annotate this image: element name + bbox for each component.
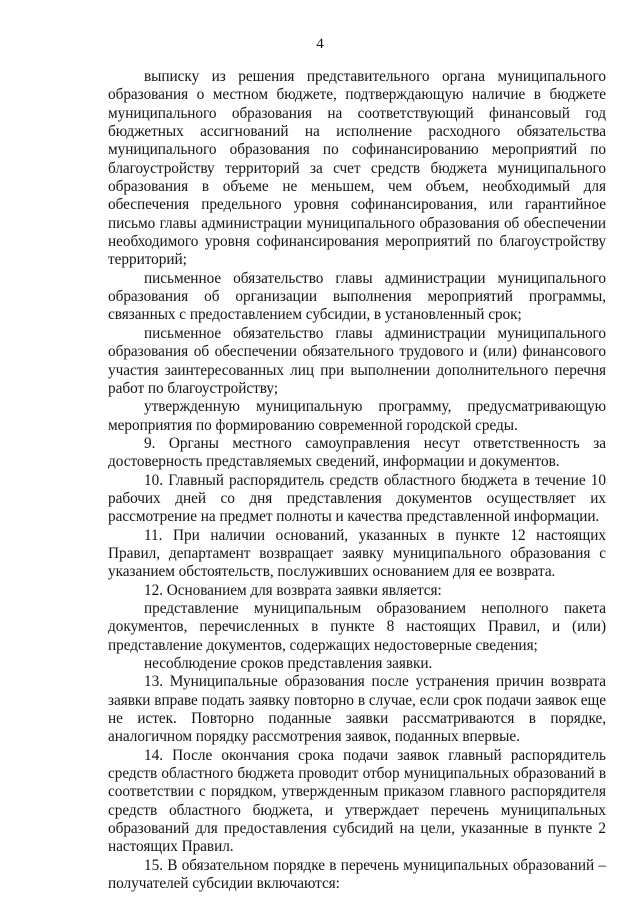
paragraph-item-12: 12. Основанием для возврата заявки является: xyxy=(144,581,442,599)
paragraph-item-14: 14. После окончания срока подачи заявок главный распорядитель средств областного бюджета проводит отбор муниципальных образований в соответствии с порядком, утвержденным приказом главного распорядителя средств областного бюджета, и утверждает перечень муниципальных образований для предоставления субсидий на цели, указанные в пункте 2 настоящих Правил. xyxy=(108,746,606,856)
paragraph-item-11: 11. При наличии оснований, указанных в пункте 12 настоящих Правил, департамент возвращает заявку муниципального образования с указанием обстоятельств, послуживших основанием для ее возврата. xyxy=(108,526,606,581)
paragraph-item-9: 9. Органы местного самоуправления несут ответственность за достоверность представляемых сведений, информации и документов. xyxy=(108,434,606,471)
paragraph-item-13: 13. Муниципальные образования после устранения причин возврата заявки вправе подать заявку повторно в случае, если срок подачи заявок еще не истек. Повторно поданные заявки рассматриваются в порядке, аналогичном порядку рассмотрения заявок, поданных впервые. xyxy=(108,673,606,746)
paragraph-item-15: 15. В обязательном порядке в перечень муниципальных образований – получателей субсидии включаются: xyxy=(108,856,606,893)
paragraph-copy-of-budget-decision: выписку из решения представительного органа муниципального образования о местном бюджете, подтверждающую наличие в бюджете муниципального образования на соответствующий финансовый год бюджетных ассигнований на исполнение расходного обязательства муниципального образования по софинансированию мероприятий по благоустройству территорий за счет средств бюджета муниципального образования в объеме не меньшем, чем объем, необходимый для обеспечения предельного уровня софинансирования, или гарантийное письмо главы администрации муниципального образования об обеспечении необходимого уровня софинансирования мероприятий по благоустройству территорий; xyxy=(108,68,606,269)
paragraph-incomplete-package: представление муниципальным образованием неполного пакета документов, перечисленных в пункте 8 настоящих Правил, и (или) представление документов, содержащих недостоверные сведения; xyxy=(108,599,606,654)
paragraph-deadline-violation: несоблюдение сроков представления заявки. xyxy=(144,655,433,672)
paragraph-item-10: 10. Главный распорядитель средств областного бюджета в течение 10 рабочих дней со дня представления документов осуществляет их рассмотрение на предмет полноты и качества представленной информации. xyxy=(108,471,606,526)
paragraph-approved-program: утвержденную муниципальную программу, предусматривающую мероприятия по формированию современной городской среды. xyxy=(108,398,606,434)
paragraph-obligation-program-execution: письменное обязательство главы администрации муниципального образования об организации выполнения мероприятий программы, связанных с предоставлением субсидии, в установленный срок; xyxy=(108,269,606,324)
paragraph-obligation-labor-participation: письменное обязательство главы администрации муниципального образования об обеспечении обязательного трудового и (или) финансового участия заинтересованных лиц при выполнении дополнительного перечня работ по благоустройству; xyxy=(108,324,606,397)
page-number: 4 xyxy=(316,36,324,52)
document-body xyxy=(108,68,606,893)
